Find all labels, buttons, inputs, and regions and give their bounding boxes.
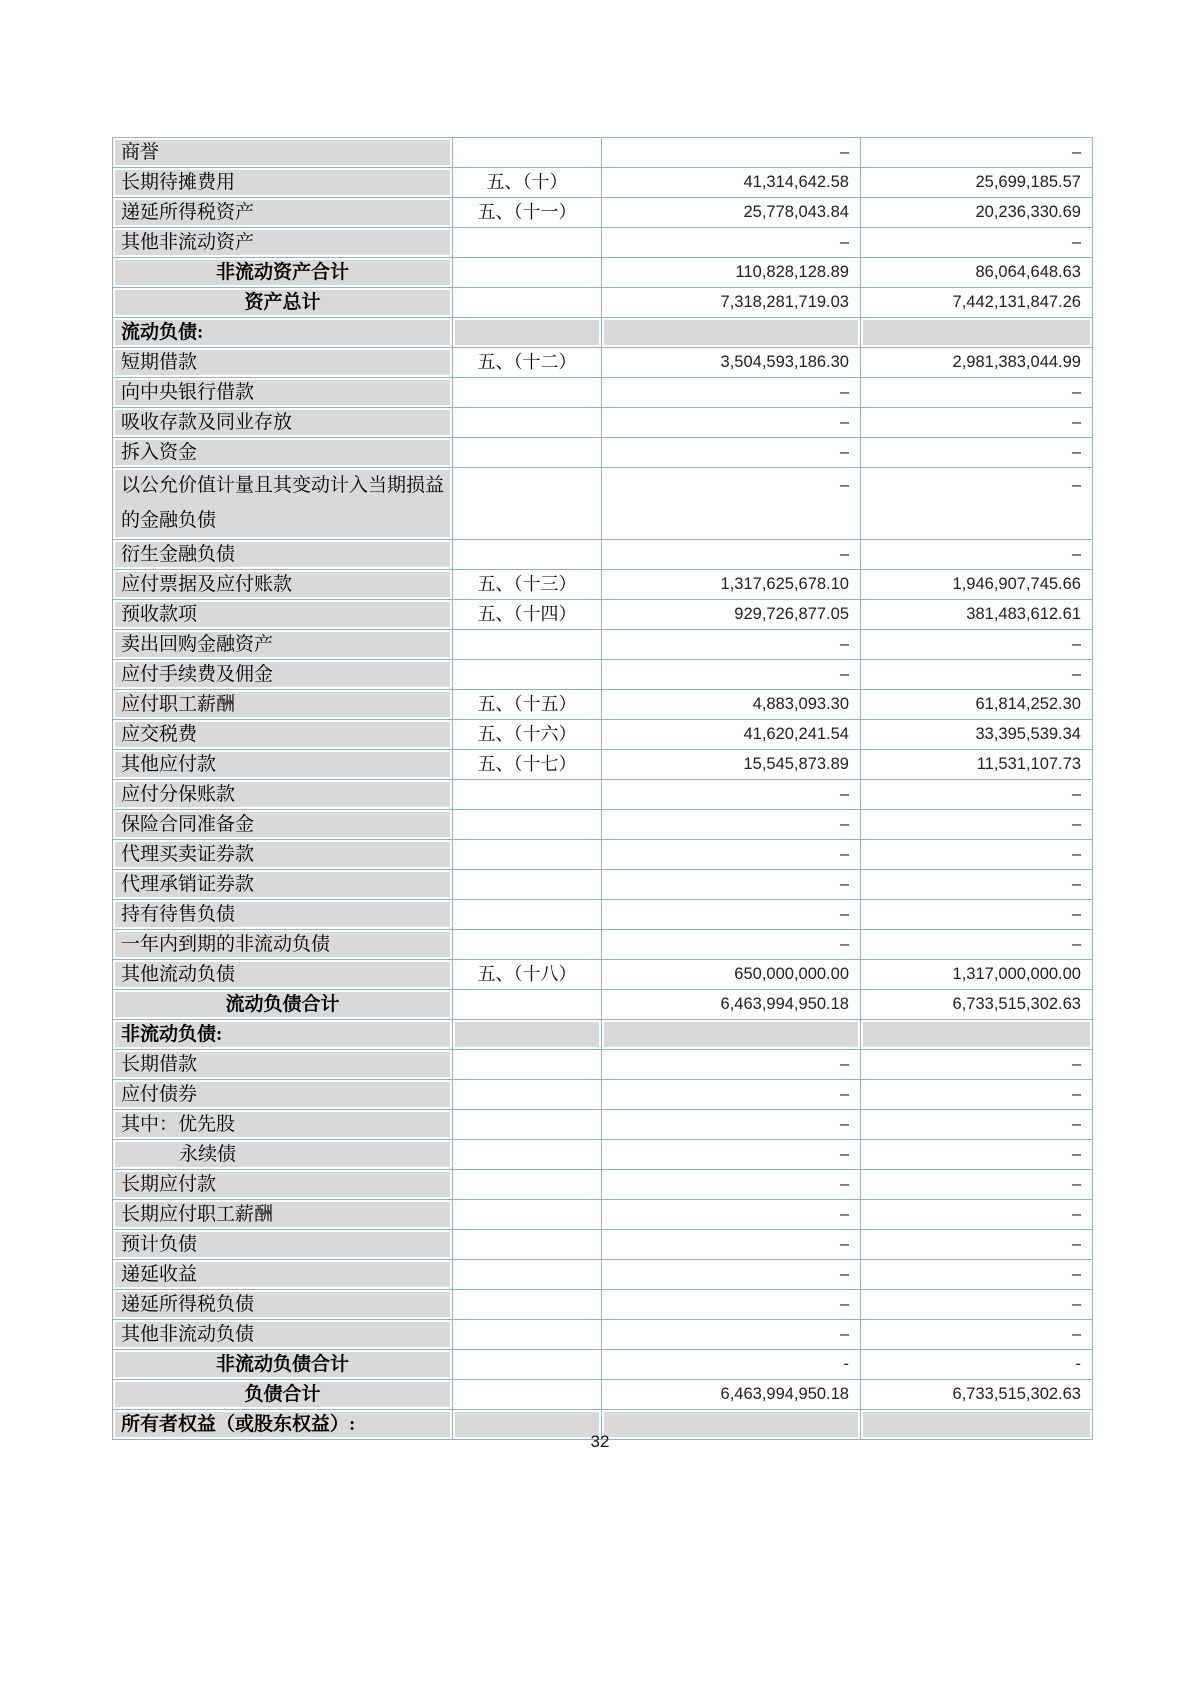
- current-period-cell: –: [602, 228, 861, 258]
- item-cell: 递延所得税负债: [113, 1290, 453, 1320]
- table-row: [113, 540, 1093, 570]
- prior-period-cell: –: [861, 408, 1093, 438]
- note-cell: [453, 840, 602, 870]
- item-cell: 流动负债合计: [113, 990, 453, 1020]
- note-cell: [453, 930, 602, 960]
- prior-period-cell: 381,483,612.61: [861, 600, 1093, 630]
- table-row: [113, 870, 1093, 900]
- item-cell: 卖出回购金融资产: [113, 630, 453, 660]
- note-cell: [453, 288, 602, 318]
- table-row: [113, 1050, 1093, 1080]
- table-row: [113, 1290, 1093, 1320]
- balance-sheet-table: [112, 137, 1093, 1440]
- current-period-cell: 929,726,877.05: [602, 600, 861, 630]
- item-cell: 其中：优先股: [113, 1110, 453, 1140]
- table-row: [113, 810, 1093, 840]
- prior-period-cell: 20,236,330.69: [861, 198, 1093, 228]
- current-period-cell: –: [602, 630, 861, 660]
- table-row: [113, 138, 1093, 168]
- table-row: [113, 960, 1093, 990]
- prior-period-cell: 6,733,515,302.63: [861, 1380, 1093, 1410]
- item-cell: 以公允价值计量且其变动计入当期损益的金融负债: [113, 468, 453, 540]
- note-cell: [453, 438, 602, 468]
- note-cell: 五、（十八）: [453, 960, 602, 990]
- prior-period-cell: –: [861, 1260, 1093, 1290]
- prior-period-cell: –: [861, 1170, 1093, 1200]
- item-cell: 非流动负债:: [113, 1020, 453, 1050]
- item-cell: 代理承销证券款: [113, 870, 453, 900]
- table-row: [113, 468, 1093, 540]
- prior-period-cell: –: [861, 1290, 1093, 1320]
- prior-period-cell: –: [861, 780, 1093, 810]
- table-row: [113, 600, 1093, 630]
- prior-period-cell: –: [861, 1110, 1093, 1140]
- table-row: [113, 1110, 1093, 1140]
- prior-period-cell: –: [861, 870, 1093, 900]
- note-cell: [453, 1200, 602, 1230]
- note-cell: [453, 1020, 602, 1050]
- item-cell: 流动负债:: [113, 318, 453, 348]
- note-cell: [453, 1290, 602, 1320]
- table-row: [113, 630, 1093, 660]
- current-period-cell: –: [602, 780, 861, 810]
- item-cell: 预计负债: [113, 1230, 453, 1260]
- prior-period-cell: 11,531,107.73: [861, 750, 1093, 780]
- note-cell: [453, 228, 602, 258]
- prior-period-cell: –: [861, 1140, 1093, 1170]
- note-cell: [453, 900, 602, 930]
- item-cell: 其他应付款: [113, 750, 453, 780]
- current-period-cell: –: [602, 660, 861, 690]
- current-period-cell: 650,000,000.00: [602, 960, 861, 990]
- prior-period-cell: 61,814,252.30: [861, 690, 1093, 720]
- prior-period-cell: –: [861, 900, 1093, 930]
- table-row: [113, 720, 1093, 750]
- prior-period-cell: –: [861, 1200, 1093, 1230]
- item-cell: 所有者权益（或股东权益）:: [113, 1410, 453, 1440]
- prior-period-cell: –: [861, 1080, 1093, 1110]
- table-row: [113, 1350, 1093, 1380]
- table-row: [113, 378, 1093, 408]
- note-cell: [453, 138, 602, 168]
- current-period-cell: –: [602, 870, 861, 900]
- table-row: [113, 1260, 1093, 1290]
- current-period-cell: 25,778,043.84: [602, 198, 861, 228]
- item-cell: 非流动资产合计: [113, 258, 453, 288]
- table-row: [113, 1320, 1093, 1350]
- item-cell: 负债合计: [113, 1380, 453, 1410]
- table-row: [113, 660, 1093, 690]
- current-period-cell: 4,883,093.30: [602, 690, 861, 720]
- note-cell: [453, 258, 602, 288]
- item-cell: 永续债: [113, 1140, 453, 1170]
- current-period-cell: –: [602, 408, 861, 438]
- prior-period-cell: –: [861, 930, 1093, 960]
- prior-period-cell: 25,699,185.57: [861, 168, 1093, 198]
- table-row: [113, 1200, 1093, 1230]
- prior-period-cell: -: [861, 1350, 1093, 1380]
- current-period-cell: –: [602, 438, 861, 468]
- item-cell: 递延所得税资产: [113, 198, 453, 228]
- item-cell: 商誉: [113, 138, 453, 168]
- table-row: [113, 750, 1093, 780]
- note-cell: [453, 1080, 602, 1110]
- table-row: [113, 1170, 1093, 1200]
- current-period-cell: –: [602, 468, 861, 540]
- current-period-cell: 41,314,642.58: [602, 168, 861, 198]
- prior-period-cell: –: [861, 660, 1093, 690]
- prior-period-cell: 1,946,907,745.66: [861, 570, 1093, 600]
- page-number: 32: [590, 1432, 610, 1451]
- current-period-cell: –: [602, 810, 861, 840]
- note-cell: 五、（十六）: [453, 720, 602, 750]
- current-period-cell: –: [602, 1050, 861, 1080]
- current-period-cell: 1,317,625,678.10: [602, 570, 861, 600]
- item-cell: 资产总计: [113, 288, 453, 318]
- prior-period-cell: –: [861, 840, 1093, 870]
- item-cell: 预收款项: [113, 600, 453, 630]
- item-cell: 应付职工薪酬: [113, 690, 453, 720]
- note-cell: [453, 660, 602, 690]
- current-period-cell: 7,318,281,719.03: [602, 288, 861, 318]
- item-cell: 应付票据及应付账款: [113, 570, 453, 600]
- table-row: [113, 990, 1093, 1020]
- note-cell: [453, 1170, 602, 1200]
- item-cell: 保险合同准备金: [113, 810, 453, 840]
- current-period-cell: [602, 318, 861, 348]
- prior-period-cell: –: [861, 378, 1093, 408]
- note-cell: [453, 540, 602, 570]
- current-period-cell: –: [602, 1110, 861, 1140]
- table-row: [113, 840, 1093, 870]
- note-cell: [453, 810, 602, 840]
- note-cell: 五、（十二）: [453, 348, 602, 378]
- prior-period-cell: –: [861, 540, 1093, 570]
- prior-period-cell: –: [861, 468, 1093, 540]
- current-period-cell: 6,463,994,950.18: [602, 990, 861, 1020]
- table-row: [113, 1380, 1093, 1410]
- prior-period-cell: –: [861, 1050, 1093, 1080]
- prior-period-cell: [861, 1020, 1093, 1050]
- current-period-cell: 3,504,593,186.30: [602, 348, 861, 378]
- item-cell: 非流动负债合计: [113, 1350, 453, 1380]
- section-row: [113, 1020, 1093, 1050]
- note-cell: [453, 780, 602, 810]
- table-row: [113, 228, 1093, 258]
- item-cell: 吸收存款及同业存放: [113, 408, 453, 438]
- item-cell: 递延收益: [113, 1260, 453, 1290]
- prior-period-cell: 33,395,539.34: [861, 720, 1093, 750]
- table-row: [113, 198, 1093, 228]
- current-period-cell: –: [602, 840, 861, 870]
- note-cell: 五、（十一）: [453, 198, 602, 228]
- note-cell: [453, 318, 602, 348]
- table-row: [113, 408, 1093, 438]
- note-cell: [453, 1110, 602, 1140]
- note-cell: 五、（十七）: [453, 750, 602, 780]
- current-period-cell: –: [602, 1260, 861, 1290]
- current-period-cell: 6,463,994,950.18: [602, 1380, 861, 1410]
- table-row: [113, 570, 1093, 600]
- note-cell: [453, 408, 602, 438]
- prior-period-cell: 6,733,515,302.63: [861, 990, 1093, 1020]
- prior-period-cell: 86,064,648.63: [861, 258, 1093, 288]
- note-cell: [453, 1380, 602, 1410]
- section-row: [113, 318, 1093, 348]
- note-cell: [453, 1050, 602, 1080]
- note-cell: 五、（十三）: [453, 570, 602, 600]
- note-cell: [453, 1260, 602, 1290]
- prior-period-cell: [861, 318, 1093, 348]
- note-cell: [453, 630, 602, 660]
- prior-period-cell: –: [861, 810, 1093, 840]
- current-period-cell: –: [602, 1140, 861, 1170]
- item-cell: 代理买卖证券款: [113, 840, 453, 870]
- prior-period-cell: –: [861, 138, 1093, 168]
- item-cell: 向中央银行借款: [113, 378, 453, 408]
- current-period-cell: [602, 1020, 861, 1050]
- item-cell: 其他流动负债: [113, 960, 453, 990]
- item-cell: 衍生金融负债: [113, 540, 453, 570]
- current-period-cell: –: [602, 540, 861, 570]
- current-period-cell: –: [602, 378, 861, 408]
- current-period-cell: –: [602, 1170, 861, 1200]
- current-period-cell: -: [602, 1350, 861, 1380]
- item-cell: 拆入资金: [113, 438, 453, 468]
- note-cell: [453, 1230, 602, 1260]
- item-cell: 应付债券: [113, 1080, 453, 1110]
- current-period-cell: 110,828,128.89: [602, 258, 861, 288]
- item-cell: 长期借款: [113, 1050, 453, 1080]
- prior-period-cell: 7,442,131,847.26: [861, 288, 1093, 318]
- prior-period-cell: –: [861, 228, 1093, 258]
- item-cell: 短期借款: [113, 348, 453, 378]
- note-cell: 五、（十）: [453, 168, 602, 198]
- current-period-cell: –: [602, 1290, 861, 1320]
- item-cell: 应付分保账款: [113, 780, 453, 810]
- current-period-cell: –: [602, 1230, 861, 1260]
- note-cell: [453, 1350, 602, 1380]
- table-row: [113, 438, 1093, 468]
- table-row: [113, 1080, 1093, 1110]
- current-period-cell: 15,545,873.89: [602, 750, 861, 780]
- note-cell: [453, 378, 602, 408]
- current-period-cell: –: [602, 1200, 861, 1230]
- current-period-cell: –: [602, 138, 861, 168]
- item-cell: 长期待摊费用: [113, 168, 453, 198]
- prior-period-cell: 1,317,000,000.00: [861, 960, 1093, 990]
- note-cell: [453, 870, 602, 900]
- table-row: [113, 930, 1093, 960]
- item-cell: 一年内到期的非流动负债: [113, 930, 453, 960]
- item-cell: 应付手续费及佣金: [113, 660, 453, 690]
- table-row: [113, 258, 1093, 288]
- table-row: [113, 288, 1093, 318]
- prior-period-cell: –: [861, 1230, 1093, 1260]
- table-row: [113, 690, 1093, 720]
- table-row: [113, 780, 1093, 810]
- table-row: [113, 900, 1093, 930]
- prior-period-cell: –: [861, 438, 1093, 468]
- note-cell: [453, 1320, 602, 1350]
- prior-period-cell: –: [861, 1320, 1093, 1350]
- item-cell: 其他非流动资产: [113, 228, 453, 258]
- current-period-cell: –: [602, 930, 861, 960]
- item-cell: 长期应付款: [113, 1170, 453, 1200]
- table-row: [113, 1140, 1093, 1170]
- item-cell: 应交税费: [113, 720, 453, 750]
- note-cell: [453, 990, 602, 1020]
- current-period-cell: –: [602, 900, 861, 930]
- current-period-cell: –: [602, 1320, 861, 1350]
- note-cell: 五、（十四）: [453, 600, 602, 630]
- table-row: [113, 348, 1093, 378]
- note-cell: 五、（十五）: [453, 690, 602, 720]
- item-cell: 持有待售负债: [113, 900, 453, 930]
- current-period-cell: –: [602, 1080, 861, 1110]
- current-period-cell: 41,620,241.54: [602, 720, 861, 750]
- prior-period-cell: 2,981,383,044.99: [861, 348, 1093, 378]
- item-cell: 长期应付职工薪酬: [113, 1200, 453, 1230]
- item-cell: 其他非流动负债: [113, 1320, 453, 1350]
- note-cell: [453, 468, 602, 540]
- balance-sheet-body: [113, 138, 1093, 1440]
- table-row: [113, 168, 1093, 198]
- note-cell: [453, 1140, 602, 1170]
- table-row: [113, 1230, 1093, 1260]
- prior-period-cell: –: [861, 630, 1093, 660]
